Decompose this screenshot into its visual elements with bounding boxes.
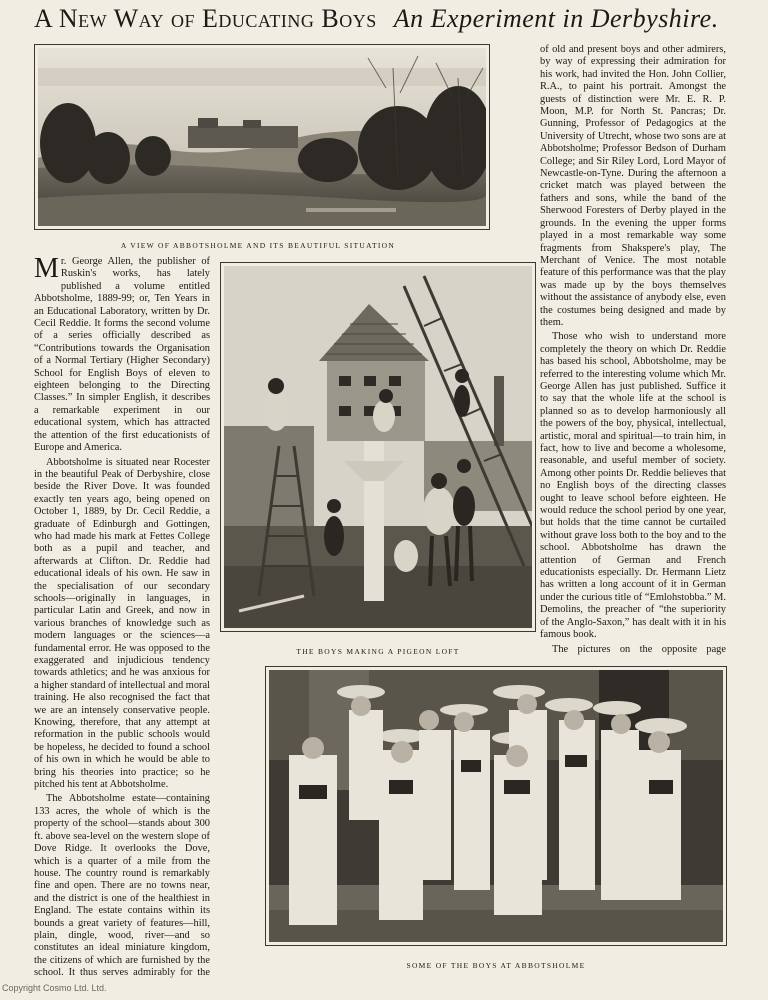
boys-group-photo — [265, 666, 727, 946]
headline — [34, 4, 754, 34]
right-paragraph-2: Those who wish to understand more completely the theory on which Dr. Reddie has based his school, Abbotsholme, may be referred to the interesting volume which Mr. George Allen has just published. Suffice it to say that the whole life at the school is planned so as to develop harmoniously all the powers of the boy, physical, intellectual, artistic, moral and spiritual—to train him, in fact, how to live and become a wholesome, reasonable, and useful member of society. Among other points Dr. Reddie believes that no English boys of the directing classes ought to leave school before eighteen. He would reduce the school period by one year, but holds that the time cannot be curtailed without grave loss both to the boy and to the school. Abbotsholme has drawn the attention of German and French educationists especially. Dr. Hermann Lietz has written a long account of it in German under the curious title of “Emlohstobba.” M. Demolins, the preacher of “the superiority of the Anglo-Saxon,” has dealt with it in his famous book. — [540, 331, 726, 641]
headline-main: A New Way of Educating Boys — [34, 4, 377, 33]
pigeon-loft-photo-image — [224, 266, 532, 628]
pigeon-loft-photo — [220, 262, 536, 632]
view-photo-image — [38, 48, 486, 226]
left-paragraph-2: Abbotsholme is situated near Rocester in the beautiful Peak of Derbyshire, close beside the River Dove. It was founded exactly ten years ago, being opened on October 1, 1889, by Dr. Cecil Reddie, a graduate of Edinburgh and Gottingen, who had made his mark at Fettes College both as a pupil and teacher, and afterwards at Clifton. Dr. Reddie had educational ideals of his own. He saw in the specialisation of our secondary schools—originally in languages, in particular Latin and Greek, and now in various branches of knowledge such as modern languages or the sciences—a fundamental error. He was opposed to the exaggerated and injudicious tendency towards athletics; and he was anxious for a higher standard of intellectual and moral training. He also recognised the fact that we are an intensely conservative people. Knowing, therefore, that any attempt at reformation in the public schools would be hopeless, he decided to found a school of his own in which he would be able to bring his theories into practice; so he pitched his tent at Abbotsholme. — [34, 456, 210, 791]
view-photo — [34, 44, 490, 230]
left-paragraph-3: The Abbotsholme estate—containing 133 acres, the whole of which is the property of the school—stands about 300 ft. above sea-level on the western slope of Dove Ridge. It overlooks the Dove, which is a quarter of a mile from the house. The country round is remarkably fine and open. There are no towns near, and the district is one of the healthiest in England. The estate contains within its bounds a great variety of features—hill, plain, dingle, wood, river—and so constitutes an ideal miniature kingdom, the citizens of which are furnished by the school. It thus serves admirably for the — [34, 793, 210, 979]
article-right-column — [540, 44, 726, 656]
headline-sub: An Experiment in Derbyshire. — [393, 4, 719, 33]
view-caption: A VIEW OF ABBOTSHOLME AND ITS BEAUTIFUL SITUATION — [120, 241, 396, 250]
pigeon-loft-caption: THE BOYS MAKING A PIGEON LOFT — [296, 647, 460, 656]
left-paragraph-1: r. George Allen, the publisher of Ruskin's works, has lately published a volume entitled Abbotsholme, 1889-99; or, Ten Years in an Educational Laboratory, written by Dr. Cecil Reddie. It forms the second volume of a series officially described as “Contributions towards the Organisation of a Normal Tertiary (Higher Secondary) School for English Boys of eleven to eighteen belonging to the Directing Classes.” In simpler English, it describes a remarkable experiment in our educational system, which has attracted the attention of the first educationists of Europe and America. — [34, 256, 210, 454]
drop-cap: M — [34, 256, 59, 284]
boys-group-photo-image — [269, 670, 723, 942]
article-left-column — [34, 256, 210, 980]
right-paragraph-1: of old and present boys and other admirers, by way of expressing their admiration for his work, had invited the Hon. John Collier, R.A., to paint his portrait. Amongst the guests of distinction were Mr. E. R. P. Moon, M.P. for North St. Pancras; Dr. Gunning, Professor of Pedagogics at the University of Utrecht, whose two sons are at Abbotsholme; Professor Bedson of Durham College; and Sir Riley Lord, Lord Mayor of Newcastle-on-Tyne. During the afternoon a cricket match was played between the fathers and sons, while the band of the Sherwood Foresters of Derby played in the grounds. In the evening the upper forms played in a most remarkable way some fragments from Shakspere's play, The Merchant of Venice. The most notable feature of this performance was that the play was made up by the boys themselves without the assistance of anybody else, even the costumes being designed and made by them. — [540, 44, 726, 328]
right-paragraph-3: The pictures on the opposite page — [552, 643, 726, 655]
boys-group-caption: SOME OF THE BOYS AT ABBOTSHOLME — [406, 961, 586, 970]
copyright-stamp: Copyright Cosmo Ltd. Ltd. — [2, 983, 107, 993]
